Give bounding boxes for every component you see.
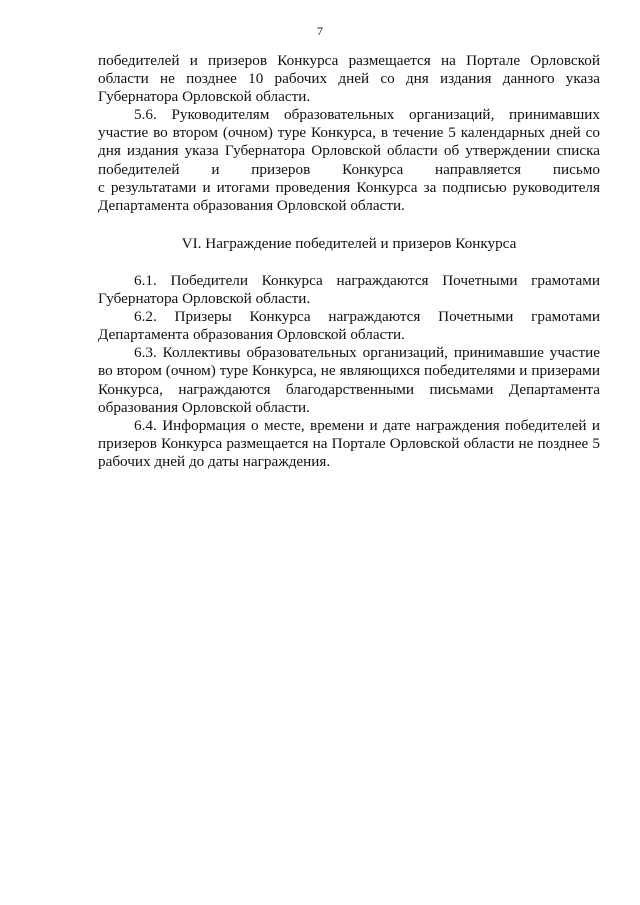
document-body bbox=[98, 52, 600, 471]
paragraph-6-2: 6.2. Призеры Конкурса награждаются Почетными грамотами Департамента образования Орловской области. bbox=[98, 308, 600, 344]
paragraph-5-6-continued: с результатами и итогами проведения Конкурса за подписью руководителя Департамента образования Орловской области. bbox=[98, 178, 600, 214]
section-heading-vi: VI. Награждение победителей и призеров Конкурса bbox=[181, 234, 517, 252]
paragraph-6-1: 6.1. Победители Конкурса награждаются Почетными грамотами Губернатора Орловской области. bbox=[98, 271, 600, 308]
paragraph-6-3: 6.3. Коллективы образовательных организаций, принимавшие участие во втором (очном) туре Конкурса, не являющихся победителями и призерами Конкурса, награждаются благодарственными письмами Департамента образования Орловской области. bbox=[98, 344, 600, 416]
spacer bbox=[98, 215, 600, 235]
paragraph-5-6: 5.6. Руководителям образовательных организаций, принимавших участие во втором (очном) туре Конкурса, в течение 5 календарных дней со дня издания указа Губернатора Орловской области об утверждении списка победителей и призеров Конкурса направляется письмо bbox=[98, 106, 600, 178]
spacer bbox=[98, 253, 600, 272]
paragraph-continuation: победителей и призеров Конкурса размещается на Портале Орловской области не позднее 10 рабочих дней со дня издания данного указа Губернатора Орловской области. bbox=[98, 52, 600, 106]
paragraph-6-4: 6.4. Информация о месте, времени и дате награждения победителей и призеров Конкурса размещается на Портале Орловской области не позднее 5 рабочих дней до даты награждения. bbox=[98, 416, 600, 470]
page-number: 7 bbox=[317, 24, 323, 38]
